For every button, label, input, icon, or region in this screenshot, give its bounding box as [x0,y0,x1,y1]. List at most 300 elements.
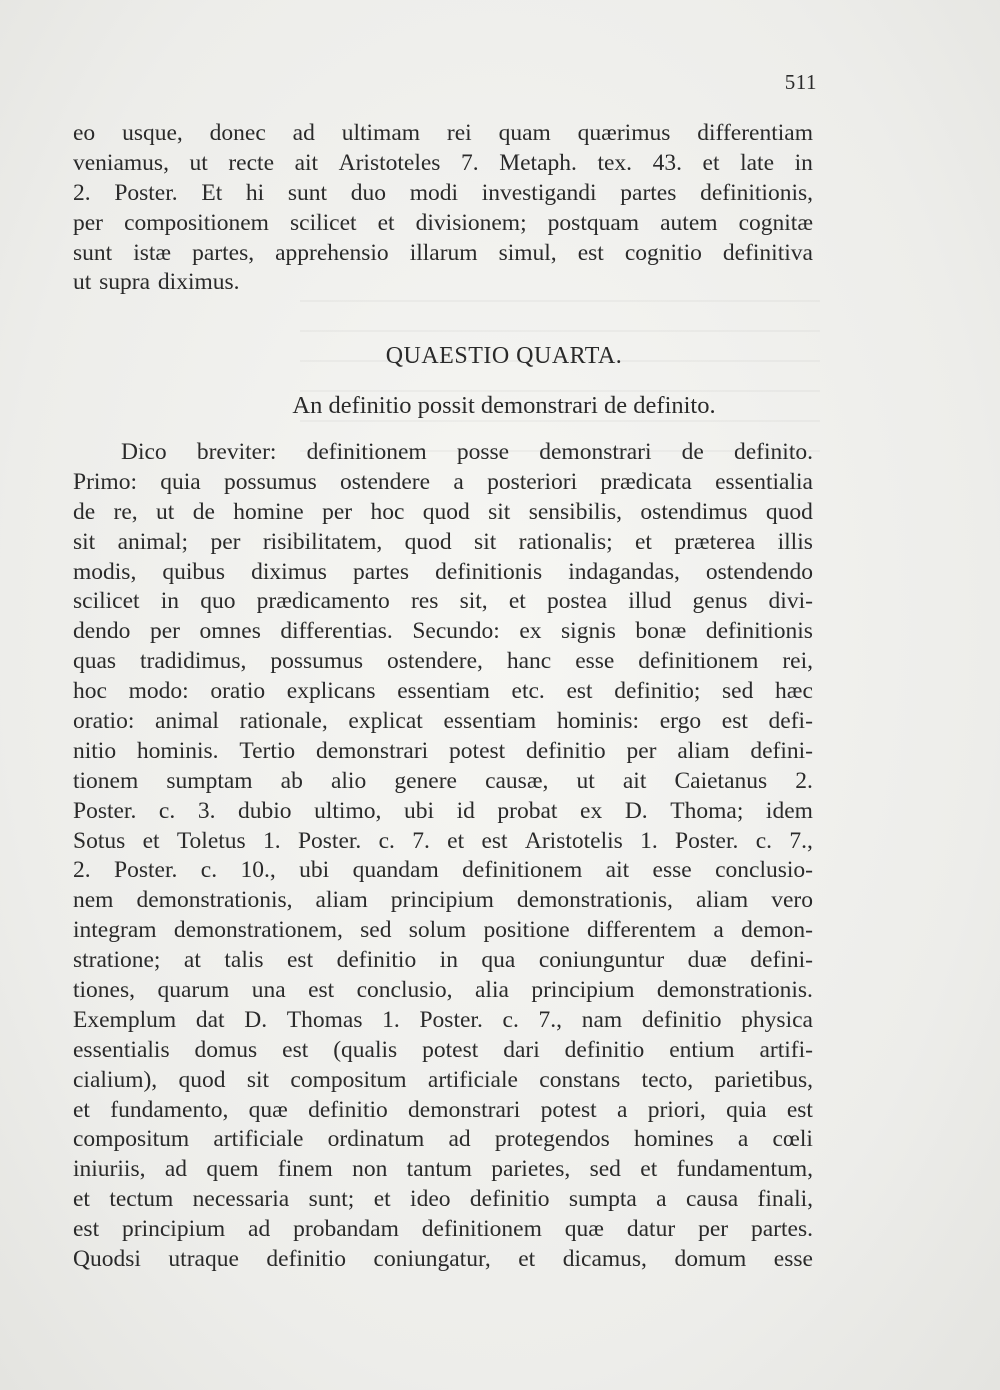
word: Poster. [114,179,178,206]
word: ad [248,1216,271,1243]
word: per [149,618,180,645]
word: talis [224,947,264,974]
word: 7. [461,149,479,176]
word: alio [330,767,367,794]
word: sunt; [308,1186,355,1213]
word: per [73,209,104,236]
text-line [73,886,813,916]
word: definitio [564,1036,645,1063]
word: demonstrationis, [136,887,293,914]
word: 2. [73,179,91,206]
word: re, [113,498,138,525]
word: essentialia [715,468,813,495]
word: aliam [677,737,730,764]
text-line [73,239,813,269]
word: ordinatum [327,1126,425,1153]
text-line [73,677,813,707]
word: oratio: [73,708,135,735]
word: probandam [293,1216,399,1243]
word: definito. [734,439,813,465]
word: demonstrationis, [516,887,673,914]
word: a [737,1126,749,1153]
word: eo [73,120,96,146]
word: scilicet [290,209,357,236]
word: demonstrari [539,439,652,465]
word: causæ, [485,767,549,794]
text-line [73,617,813,647]
word: 2. [795,767,813,794]
word: constans [539,1066,621,1093]
word: demonstrationem, [173,917,343,944]
text-line [73,1036,813,1066]
word: illarum [409,239,478,266]
text-line [73,767,813,797]
word: fundamentum, [676,1156,813,1183]
text-line [73,468,813,498]
word: compositum [290,1066,407,1093]
word: sit, [459,588,488,615]
word: ubi [403,797,434,824]
word: per [698,1216,729,1243]
text-line [73,1185,813,1215]
word: 7., [789,827,813,854]
word: demonstrari [408,1096,521,1123]
word: D. [624,797,648,824]
word: quod [422,498,470,525]
word: quia [160,468,201,495]
text-line [73,587,813,617]
word: principium [122,1216,226,1243]
word: compositionem [124,209,269,236]
word: essentialis [73,1036,170,1063]
word: nem [73,887,114,914]
word: a [453,468,464,495]
word: est [566,678,593,705]
word: quod [765,498,813,525]
word: homine [233,498,304,525]
word: partes [352,558,410,585]
text-line [73,1125,813,1155]
word: Metaph. [499,149,577,176]
text-line-last: ut supra diximus. [73,269,240,296]
word: tiones, [73,977,136,1004]
word: quarum [157,977,230,1004]
text-line [73,1245,813,1275]
word: est [721,708,748,735]
word: nam [581,1006,623,1033]
word: qua [481,947,516,974]
word: definitionis [705,618,813,645]
word: breviter: [196,439,277,465]
word: et [518,1246,536,1273]
question-heading: QUAESTIO QUARTA. [385,343,623,369]
word: et [635,528,652,555]
word: coniungatur, [373,1246,491,1273]
word: cœli [772,1126,813,1153]
word: partes, [192,239,255,266]
word: postquam [547,209,640,236]
word: modis, [73,558,137,585]
word: c. [502,1006,519,1033]
word: quærimus [577,120,671,146]
word: a [656,1186,667,1213]
word: veniamus, [73,149,169,176]
word: datur [626,1216,676,1243]
word: definitionem [462,857,583,884]
word: non [352,1156,388,1183]
word: posteriori [487,468,578,495]
word: quas [73,648,117,675]
word: definitio [336,947,417,974]
word: in [439,947,458,974]
paragraph-continuation [73,119,813,298]
word: per [210,528,241,555]
word: et [73,1186,90,1213]
word: cognitio [624,239,702,266]
word: una [251,977,286,1004]
word: diximus [251,558,327,585]
word: c. [158,797,176,824]
word: Sotus [73,827,126,854]
word: dendo [73,618,131,645]
word: hominis. [136,737,219,764]
word: ad [448,1126,471,1153]
word: Dico [121,439,167,465]
word: ut [156,498,175,525]
word: tex. [597,149,633,176]
word: signis [561,618,616,645]
word: dat [195,1006,225,1033]
word: in [160,588,180,615]
word: entium [669,1036,735,1063]
word: hæc [775,678,813,705]
word: est [73,1216,100,1243]
word: definitiva [722,239,813,266]
word: utraque [168,1246,239,1273]
word: sensibilis, [528,498,623,525]
question-subtitle: An definitio possit demonstrari de definito. [292,392,716,419]
word: Poster. [675,827,739,854]
word: sumpta [568,1186,637,1213]
word: Thoma; [670,797,744,824]
word: quod [178,1066,226,1093]
word: et [73,1096,90,1123]
word: sunt [287,179,328,206]
word: 1. [382,1006,400,1033]
word: Thomas [286,1006,363,1033]
word: ex [519,618,542,645]
word: definitio [641,1006,722,1033]
word: illud [628,588,672,615]
word: domum [674,1246,747,1273]
word: at [183,947,201,974]
word: id [456,797,475,824]
word: recte [228,149,275,176]
word: cialium), [73,1066,158,1093]
word: Et [201,179,223,206]
word: esse [652,857,692,884]
word: differentem [586,917,697,944]
word: de [73,498,96,525]
word: definitio [308,1096,388,1123]
word: finem [277,1156,333,1183]
word: duæ [687,947,727,974]
word: et [508,588,526,615]
word: etc. [511,678,545,705]
word: integram [73,917,157,944]
word: Poster. [297,827,362,854]
word: definitionem [306,439,427,465]
word: hanc [506,648,552,675]
word: donec [209,120,266,146]
word: tantum [406,1156,472,1183]
word: alia [475,977,509,1004]
word: hominis: [556,708,640,735]
word: est [308,977,335,1004]
word: conclusio, [356,977,453,1004]
word: homines [633,1126,714,1153]
word: demon- [741,917,813,944]
word: c. [755,827,773,854]
word: definitionis, [700,179,813,206]
word: aliam [695,887,749,914]
word: esse [575,648,615,675]
word: et [373,1186,391,1213]
word: positione [483,917,570,944]
text-line [73,707,813,737]
page-number: 511 [784,70,817,94]
word: explicans [286,678,376,705]
word: animal; [117,528,189,555]
word: definitio [469,1186,550,1213]
word: a [713,917,724,944]
word: nitio [73,737,117,764]
word: artifi- [759,1036,813,1063]
word: ostendere, [387,648,483,675]
text-line [73,827,813,857]
text-line [73,1155,813,1185]
word: sed [722,678,754,705]
word: per [626,737,657,764]
word: tecto, [641,1066,694,1093]
word: apprehensio [275,239,389,266]
word: causa [685,1186,739,1213]
word: hoc [73,678,107,705]
word: sunt [73,239,113,266]
word: 7., [538,1006,563,1033]
word: quam [498,120,551,146]
word: physica [741,1006,813,1033]
word: Exemplum [73,1006,177,1033]
word: ut [189,149,208,176]
word: ubi [299,857,330,884]
text-line [73,1006,813,1036]
word: potest [449,737,506,764]
paragraph-main [73,438,813,1275]
word: res [410,588,439,615]
word: Aristotelis [524,827,623,854]
word: istæ [133,239,172,266]
word: Secundo: [412,618,500,645]
word: differentias. [280,618,393,645]
word: Poster. [73,797,137,824]
word: tradidimus, [140,648,247,675]
word: 1. [263,827,281,854]
word: quandam [352,857,439,884]
word: et [142,827,160,854]
word: duo [350,179,387,206]
word: est [786,1096,813,1123]
word: ostendimus [640,498,748,525]
word: sed [589,1156,621,1183]
word: posse [456,439,510,465]
word: quia [726,1096,767,1123]
word: usque, [122,120,183,146]
word: probat [497,797,558,824]
word: stratione; [73,947,161,974]
word: illis [777,528,813,555]
word: ab [280,767,303,794]
word: prædicamento [256,588,390,615]
word: 43. [652,149,682,176]
word: animal [155,708,219,735]
show-through-bleed [300,300,820,460]
word: demonstrationis. [656,977,813,1004]
word: hoc [370,498,405,525]
text-line [73,119,813,149]
word: Aristoteles [338,149,441,176]
word: explicat [348,708,423,735]
word: genere [394,767,457,794]
word: Poster. [419,1006,483,1033]
word: defini- [750,947,813,974]
word: c. [378,827,395,854]
word: dari [503,1036,540,1063]
word: late [740,149,774,176]
word: ultimo, [314,797,382,824]
word: principium [390,887,494,914]
word: in [794,149,813,176]
word: domus [194,1036,258,1063]
word: sit [73,528,96,555]
word: autem [660,209,718,236]
word: de [192,498,215,525]
word: ait [605,857,630,884]
word: divisionem; [415,209,527,236]
word: scilicet [73,588,140,615]
word: definitionem [638,648,759,675]
word: conclusio- [715,857,813,884]
word: sed [360,917,392,944]
text-line [73,1215,813,1245]
text-line [73,976,813,1006]
word: rei, [782,648,813,675]
word: hi [245,179,265,206]
word: artificiale [427,1066,518,1093]
word: et [702,149,720,176]
text-line [73,946,813,976]
word: necessaria [192,1186,290,1213]
word: fundamento, [110,1096,229,1123]
word: essentiam [397,678,490,705]
word: ait [294,149,319,176]
text-line [73,438,813,468]
word: ostendendo [705,558,813,585]
text-line [73,737,813,767]
word: risibilitatem, [262,528,383,555]
word: ergo [659,708,702,735]
word: ultimam [341,120,421,146]
word: 3. [197,797,216,824]
word: Poster. [114,857,178,884]
word: quem [206,1156,259,1183]
word: ostendere [340,468,431,495]
text-line [73,498,813,528]
word: modo: [128,678,189,705]
word: idem [765,797,813,824]
word: ad [164,1156,187,1183]
word: tectum [109,1186,174,1213]
word: est [481,827,508,854]
word: sumptam [166,767,253,794]
word: solum [408,917,467,944]
word: essentiam [443,708,537,735]
word: de [681,439,704,465]
word: 1. [640,827,658,854]
word: 2. [73,857,91,884]
word: compositum [73,1126,190,1153]
word: est [287,947,314,974]
word: tionem [73,767,139,794]
word: quæ [248,1096,288,1123]
word: parietibus, [714,1066,813,1093]
text-line [73,916,813,946]
word: aliam [315,887,368,914]
word: partes [620,179,677,206]
word: iniuriis, [73,1156,146,1183]
text-line [73,528,813,558]
word: ex [580,797,603,824]
word: investigandi [481,179,597,206]
word: possumus [224,468,317,495]
word: esse [773,1246,813,1273]
text-line [73,1066,813,1096]
word: divi- [768,588,813,615]
word: definitio [526,737,606,764]
word: coniunguntur [538,947,665,974]
word: postea [547,588,608,615]
word: definitio; [614,678,701,705]
word: vero [771,887,813,914]
word: defini- [750,737,813,764]
word: definitio [266,1246,347,1273]
text-line [73,149,813,179]
word: definitionis [435,558,543,585]
word: rationale, [239,708,328,735]
word: Toletus [176,827,246,854]
word: oratio [210,678,266,705]
word: Quodsi [73,1246,141,1273]
word: indagandas, [568,558,680,585]
word: possumus [270,648,364,675]
word: sit [488,498,511,525]
word: Caietanus [674,767,768,794]
word: c. [200,857,218,884]
word: dicamus, [562,1246,647,1273]
word: potest [422,1036,479,1063]
word: principium [531,977,635,1004]
word: genus [692,588,748,615]
